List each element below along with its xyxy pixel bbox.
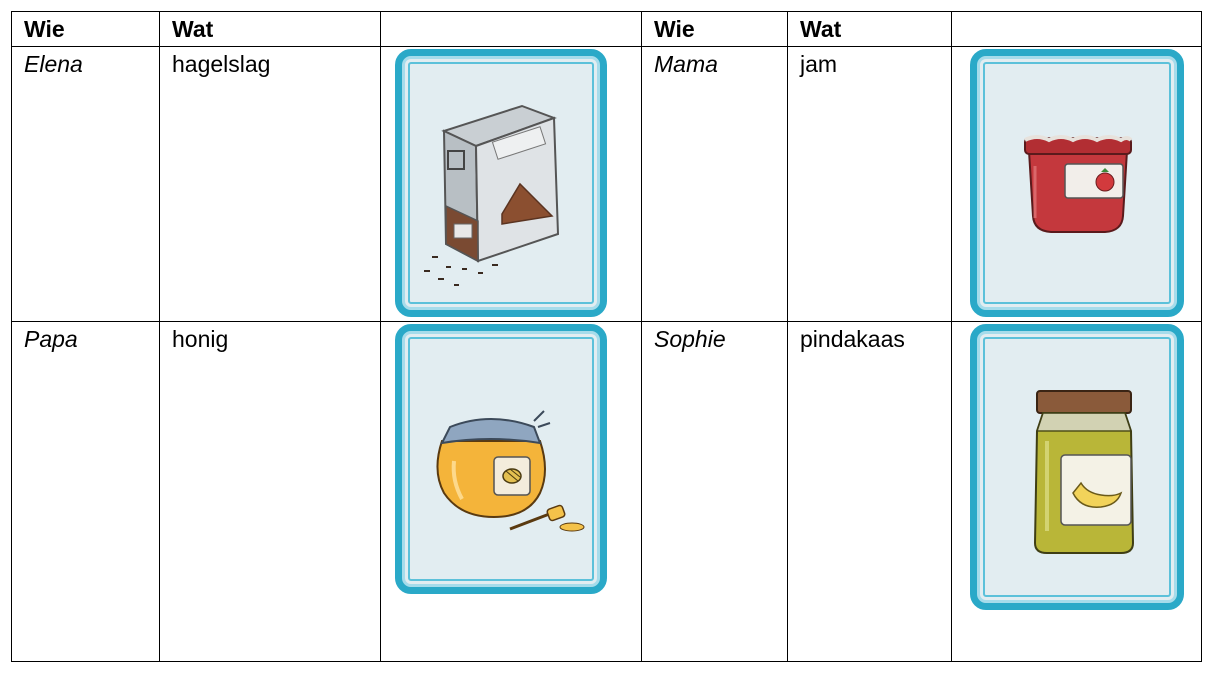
food-image-cell [381,47,642,322]
food-card [970,324,1184,610]
header-wie-2: Wie [642,12,788,47]
header-image [381,12,642,47]
breakfast-table [11,11,1202,662]
header-wat: Wat [160,12,381,47]
peanut-butter-jar-icon [977,331,1177,603]
food-item: hagelslag [160,47,381,322]
header-image-2 [952,12,1202,47]
person-name: Elena [12,47,160,322]
food-card [395,49,607,317]
food-item: honig [160,322,381,662]
table-row [12,47,1202,322]
header-wat-2: Wat [788,12,952,47]
food-card [395,324,607,594]
food-image-cell [952,322,1202,662]
person-name: Mama [642,47,788,322]
food-image-cell [952,47,1202,322]
sprinkles-box-icon [402,56,600,310]
header-wie: Wie [12,12,160,47]
food-card [970,49,1184,317]
food-item: pindakaas [788,322,952,662]
honey-jar-icon [402,331,600,587]
person-name: Sophie [642,322,788,662]
table-row [12,322,1202,662]
header-row [12,12,1202,47]
food-image-cell [381,322,642,662]
person-name: Papa [12,322,160,662]
jam-jar-icon [977,56,1177,310]
food-item: jam [788,47,952,322]
